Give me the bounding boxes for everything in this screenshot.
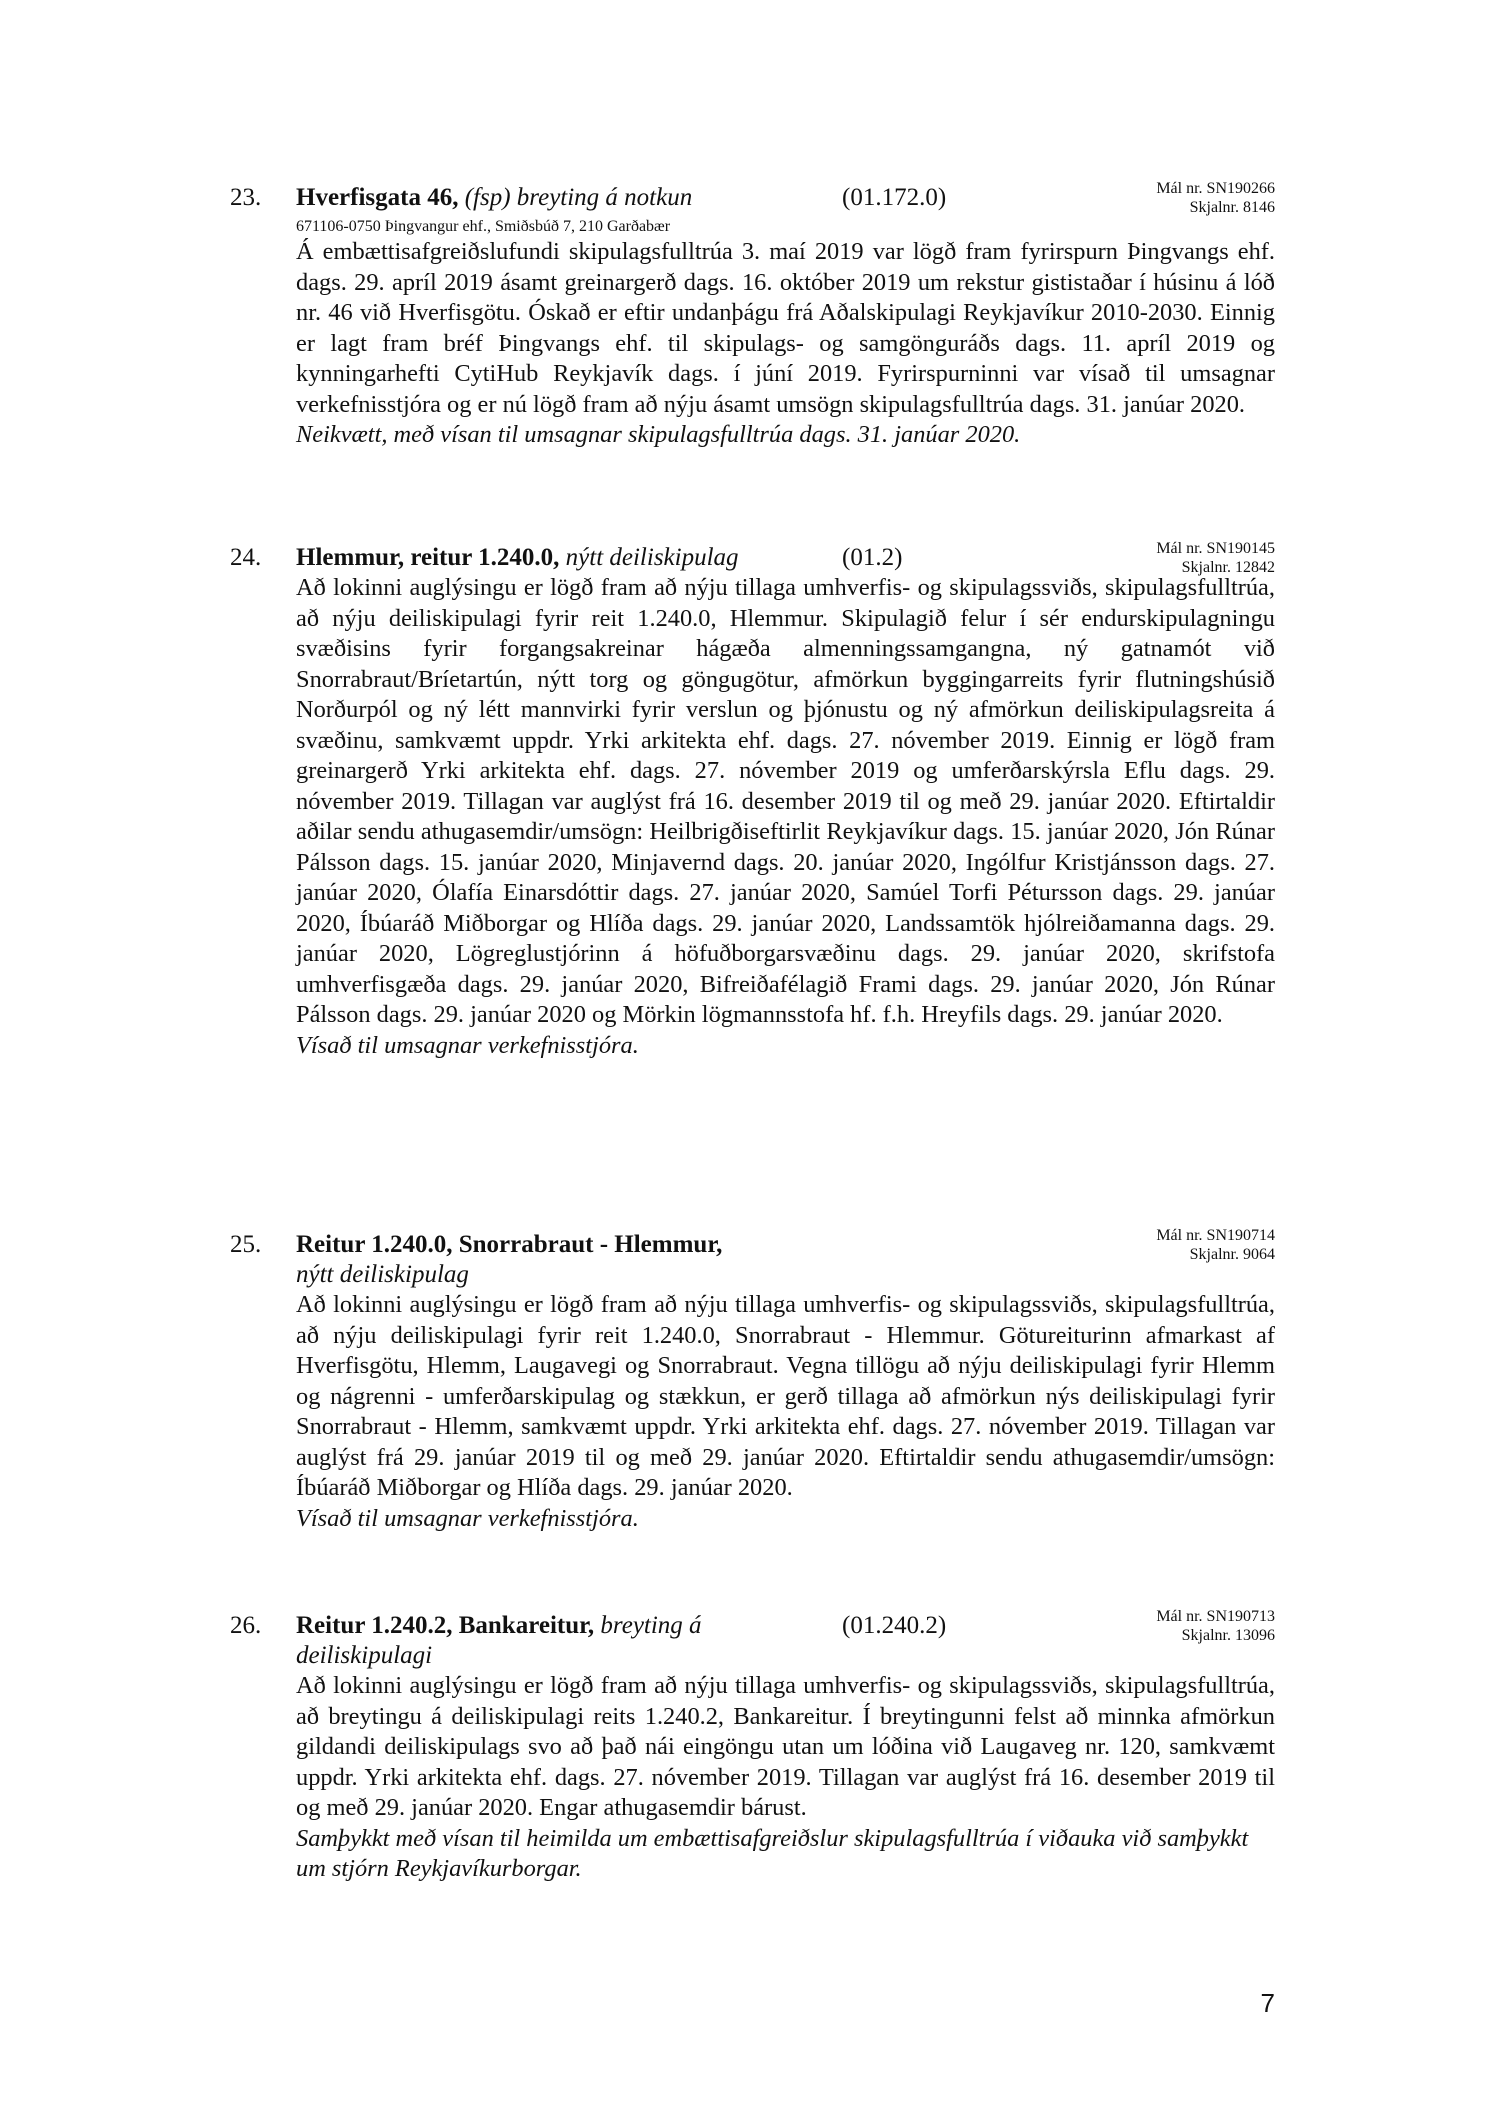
item-decision: Samþykkt með vísan til heimilda um embættisafgreiðslur skipulagsfulltrúa í viðauka við samþykkt um stjórn Reykjavíkurborgar. (296, 1824, 1249, 1882)
item-title-bold: Hlemmur, reitur 1.240.0, (296, 544, 560, 571)
page-number: 7 (1260, 1988, 1275, 2018)
item-number: 23. (230, 184, 262, 211)
case-number: Mál nr. SN190266 (1156, 180, 1275, 197)
item-title-italic: (fsp) breyting á notkun (464, 184, 693, 211)
item-number: 25. (230, 1231, 262, 1258)
item-decision: Vísað til umsagnar verkefnisstjóra. (296, 1031, 639, 1059)
document-number: Skjalnr. 13096 (1181, 1627, 1275, 1644)
item-title-italic: breyting á (600, 1612, 702, 1639)
item-title (296, 1611, 1275, 1641)
item-title-bold: Reitur 1.240.2, Bankareitur, (296, 1612, 595, 1639)
item-applicant: 671106-0750 Þingvangur ehf., Smiðsbúð 7, 210 Garðabær (296, 218, 671, 235)
item-title (296, 543, 1275, 573)
case-number-block (1156, 179, 1275, 217)
item-title (296, 183, 1275, 213)
item-reference: (01.240.2) (842, 1612, 947, 1639)
item-decision: Vísað til umsagnar verkefnisstjóra. (296, 1504, 639, 1532)
document-number: Skjalnr. 9064 (1189, 1246, 1275, 1263)
document-number: Skjalnr. 12842 (1181, 559, 1275, 576)
item-content (296, 180, 1275, 451)
item-title-line2: nýtt deiliskipulag (296, 1261, 469, 1288)
item-decision: Neikvætt, með vísan til umsagnar skipulagsfulltrúa dags. 31. janúar 2020. (296, 421, 1021, 448)
case-number: Mál nr. SN190145 (1156, 540, 1275, 557)
item-number: 24. (230, 544, 262, 571)
item-body: Að lokinni auglýsingu er lögð fram að nýju tillaga umhverfis- og skipulagssviðs, skipulagsfulltrúa, að breytingu á deiliskipulagi reits 1.240.2, Bankareitur. Í breytingunni felst að minnka afmörkun gildandi deiliskipulags svo að það nái eingöngu utan um lóðina við Laugaveg nr. 120, samkvæmt uppdr. Yrki arkitekta ehf. dags. 27. nóvember 2019. Tillagan var auglýst frá 16. desember 2019 til og með 29. janúar 2020. Engar athugasemdir bárust. (296, 1672, 1275, 1821)
case-number-block (1156, 1607, 1275, 1645)
item-title (296, 1230, 1275, 1260)
item-body: Að lokinni auglýsingu er lögð fram að nýju tillaga umhverfis- og skipulagssviðs, skipulagsfulltrúa, að nýju deiliskipulagi fyrir reit 1.240.0, Hlemmur. Skipulagið felur í sér endurskipulagningu svæðisins fyrir forgangsakreinar hágæða almenningssamgangna, ný gatnamót við Snorrabraut/Bríetartún, nýtt torg og göngugötur, afmörkun byggingarreits fyrir flutningshúsið Norðurpól og ný létt mannvirki fyrir verslun og þjónustu og ný afmörkun deiliskipulagsreita á svæðinu, samkvæmt uppdr. Yrki arkitekta ehf. dags. 27. nóvember 2019. Einnig er lögð fram greinargerð Yrki arkitekta ehf. dags. 27. nóvember 2019 og umferðarskýrsla Eflu dags. 29. nóvember 2019. Tillagan var auglýst frá 16. desember 2019 til og með 29. janúar 2020. Eftirtaldir aðilar sendu athugasemdir/umsögn: Heilbrigðiseftirlit Reykjavíkur dags. 15. janúar 2020, Jón Rúnar Pálsson dags. 15. janúar 2020, Minjavernd dags. 20. janúar 2020, Ingólfur Kristjánsson dags. 27. janúar 2020, Ólafía Einarsdóttir dags. 27. janúar 2020, Samúel Torfi Pétursson dags. 29. janúar 2020, Íbúaráð Miðborgar og Hlíða dags. 29. janúar 2020, Landssamtök hjólreiðamanna dags. 29. janúar 2020, Lögreglustjórinn á höfuðborgarsvæðinu dags. 29. janúar 2020, skrifstofa umhverfisgæða dags. 29. janúar 2020, Bifreiðafélagið Frami dags. 29. janúar 2020, Jón Rúnar Pálsson dags. 29. janúar 2020 og Mörkin lögmannsstofa hf. f.h. Hreyfils dags. 29. janúar 2020. (296, 574, 1275, 1028)
case-number-block (1156, 1226, 1275, 1264)
case-number: Mál nr. SN190713 (1156, 1608, 1275, 1625)
item-body: Á embættisafgreiðslufundi skipulagsfulltrúa 3. maí 2019 var lögð fram fyrirspurn Þingvangs ehf. dags. 29. apríl 2019 ásamt greinargerð dags. 16. október 2019 um rekstur gististaðar í húsinu á lóð nr. 46 við Hverfisgötu. Óskað er eftir undanþágu frá Aðalskipulagi Reykjavíkur 2010-2030. Einnig er lagt fram bréf Þingvangs ehf. til skipulags- og samgönguráðs dags. 11. apríl 2019 og kynningarhefti CytiHub Reykjavík dags. í júní 2019. Fyrirspurninni var vísað til umsagnar verkefnisstjóra og er nú lögð fram að nýju ásamt umsögn skipulagsfulltrúa dags. 31. janúar 2020. (296, 238, 1275, 418)
item-title-italic: nýtt deiliskipulag (565, 544, 739, 571)
case-number: Mál nr. SN190714 (1156, 1227, 1275, 1244)
item-number: 26. (230, 1612, 262, 1639)
item-body: Að lokinni auglýsingu er lögð fram að nýju tillaga umhverfis- og skipulagssviðs, skipulagsfulltrúa, að nýju deiliskipulagi fyrir reit 1.240.0, Snorrabraut - Hlemmur. Götureiturinn afmarkast af Hverfisgötu, Hlemm, Laugavegi og Snorrabraut. Vegna tillögu að nýju deiliskipulagi fyrir Hlemm og nágrenni - umferðarskipulag og stækkun, er gerð tillaga að afmörkun nýs deiliskipulagi fyrir Snorrabraut - Hlemm, samkvæmt uppdr. Yrki arkitekta ehf. dags. 27. nóvember 2019. Tillagan var auglýst frá 29. janúar 2019 til og með 29. janúar 2020. Eftirtaldir sendu athugasemdir/umsögn: Íbúaráð Miðborgar og Hlíða dags. 29. janúar 2020. (296, 1291, 1275, 1501)
item-reference: (01.172.0) (842, 184, 947, 211)
item-content (296, 1608, 1275, 1885)
document-number: Skjalnr. 8146 (1189, 199, 1275, 216)
item-title-bold: Reitur 1.240.0, Snorrabraut - Hlemmur, (296, 1231, 723, 1258)
item-content (296, 540, 1275, 1061)
item-title-line2: deiliskipulagi (296, 1642, 433, 1669)
item-title-bold: Hverfisgata 46, (296, 184, 459, 211)
case-number-block (1156, 539, 1275, 577)
item-content (296, 1227, 1275, 1534)
item-reference: (01.2) (842, 544, 903, 571)
